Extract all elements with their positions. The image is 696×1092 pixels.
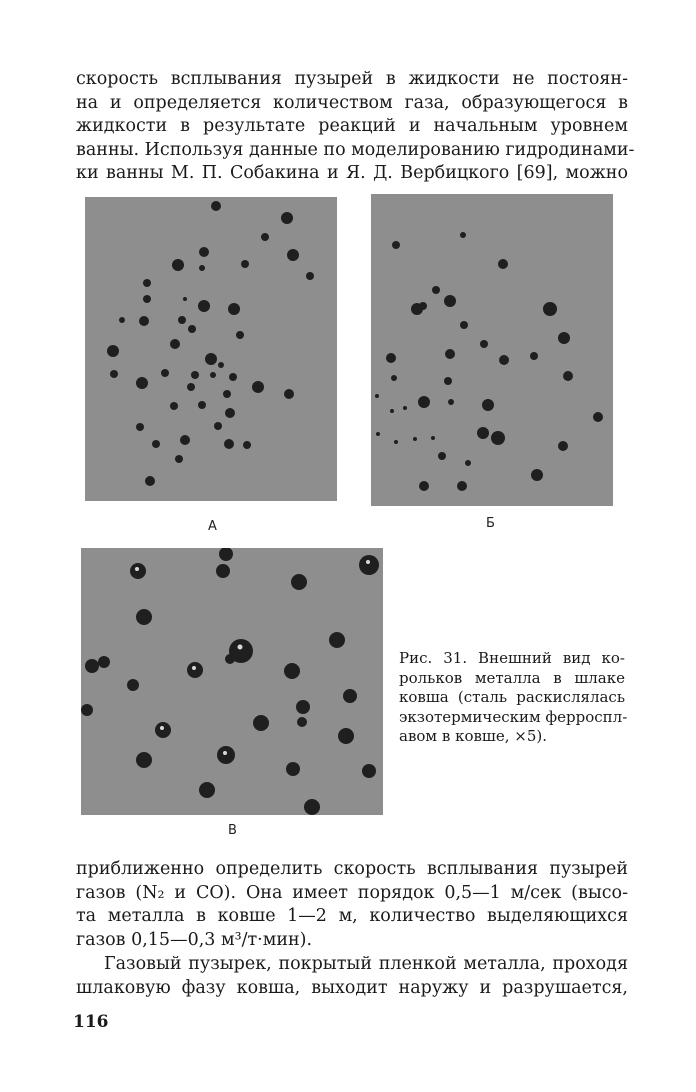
photo-v-image bbox=[81, 548, 383, 815]
text-line: Газовый пузырек, покрытый пленкой металла, проходя bbox=[104, 954, 628, 974]
text-line: газов 0,15—0,3 м³/т·мин). bbox=[76, 929, 313, 950]
top-paragraph bbox=[76, 68, 635, 186]
bottom-paragraph bbox=[76, 953, 628, 1000]
photo-b-image bbox=[371, 194, 613, 506]
photo-a-label: А bbox=[208, 519, 217, 534]
middle-paragraph bbox=[76, 858, 628, 952]
photo-b-label: Б bbox=[486, 516, 495, 531]
photo-b bbox=[371, 194, 613, 506]
photo-v bbox=[81, 548, 383, 815]
caption-line: авом в ковше, ×5). bbox=[399, 727, 548, 745]
text-line: на и определяется количеством газа, образующегося в bbox=[76, 92, 628, 113]
photo-v-label: В bbox=[228, 823, 237, 838]
text-line: газов (N₂ и CO). Она имеет порядок 0,5—1 м/сек (высо- bbox=[76, 882, 628, 903]
caption-line: экзотермическим ферроспл- bbox=[399, 707, 628, 726]
figure-caption bbox=[399, 649, 628, 747]
caption-line: ковша (сталь раскислялась bbox=[399, 688, 625, 706]
text-line: ванны. Используя данные по моделированию гидродинами- bbox=[76, 139, 635, 160]
photo-a-image bbox=[85, 197, 337, 501]
photo-a bbox=[85, 197, 337, 501]
caption-line: рольков металла в шлаке bbox=[399, 668, 625, 687]
text-line: ки ванны М. П. Собакина и Я. Д. Вербицкого [69], можно bbox=[76, 163, 628, 183]
text-line: шлаковую фазу ковша, выходит наружу и разрушается, bbox=[76, 977, 628, 998]
caption-line: Рис. 31. Внешний вид ко- bbox=[399, 649, 625, 667]
text-line: приближенно определить скорость всплывания пузырей bbox=[76, 859, 628, 879]
text-line: скорость всплывания пузырей в жидкости не постоян- bbox=[76, 69, 628, 89]
text-line: жидкости в результате реакций и начальным уровнем bbox=[76, 116, 628, 136]
text-line: та металла в ковше 1—2 м, количество выделяющихся bbox=[76, 906, 628, 926]
page-number: 116 bbox=[73, 1012, 109, 1032]
